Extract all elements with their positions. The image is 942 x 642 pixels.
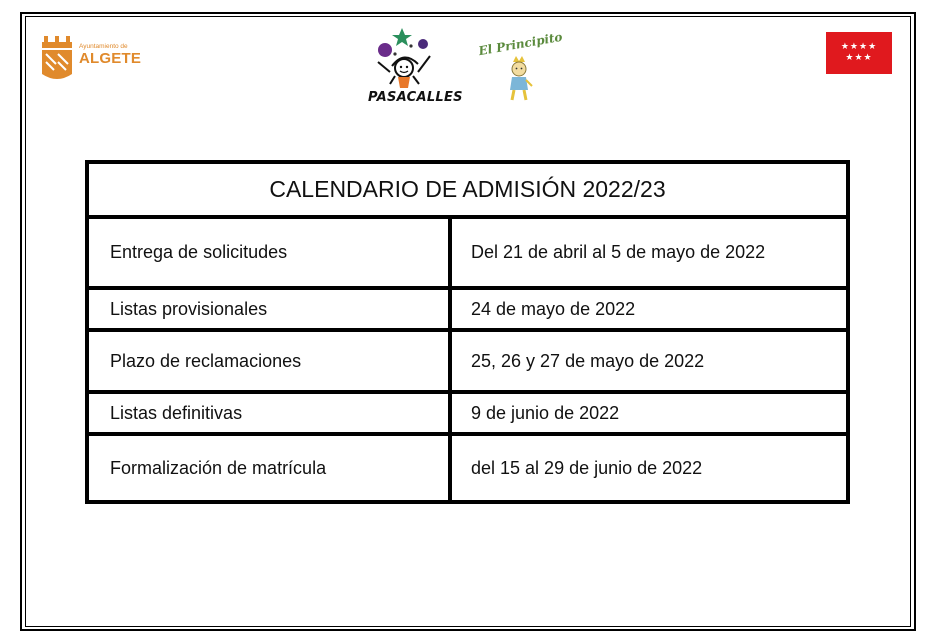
row-date: 25, 26 y 27 de mayo de 2022 (471, 350, 705, 371)
principito-name: El Principito (477, 29, 564, 59)
row-label: Plazo de reclamaciones (110, 350, 302, 371)
row-label: Listas provisionales (110, 298, 268, 319)
pasacalles-name: PASACALLES (368, 90, 463, 105)
admission-calendar-table (85, 160, 850, 504)
row-date: 24 de mayo de 2022 (471, 298, 636, 319)
table-row (89, 394, 846, 436)
principito-logo (474, 30, 570, 108)
algete-subtitle: Ayuntamiento de (79, 43, 128, 50)
madrid-flag-logo (826, 32, 892, 74)
row-label: Listas definitivas (110, 402, 243, 423)
algete-name: ALGETE (79, 50, 142, 67)
row-date: del 15 al 29 de junio de 2022 (471, 457, 703, 478)
table-row (89, 332, 846, 394)
calendar-title: CALENDARIO DE ADMISIÓN 2022/23 (89, 164, 846, 219)
juggling-child-icon (364, 26, 456, 92)
table-row (89, 436, 846, 500)
little-prince-icon (504, 56, 534, 102)
madrid-stars: ★★★★ ★★★ (840, 41, 878, 62)
table-row (89, 219, 846, 290)
row-label: Entrega de solicitudes (110, 242, 288, 262)
row-date: Del 21 de abril al 5 de mayo de 2022 (471, 242, 766, 262)
algete-shield-icon (42, 36, 72, 84)
table-row (89, 290, 846, 332)
pasacalles-logo (364, 26, 463, 108)
algete-logo (42, 36, 142, 84)
row-date: 9 de junio de 2022 (471, 402, 620, 423)
row-label: Formalización de matrícula (110, 457, 327, 478)
